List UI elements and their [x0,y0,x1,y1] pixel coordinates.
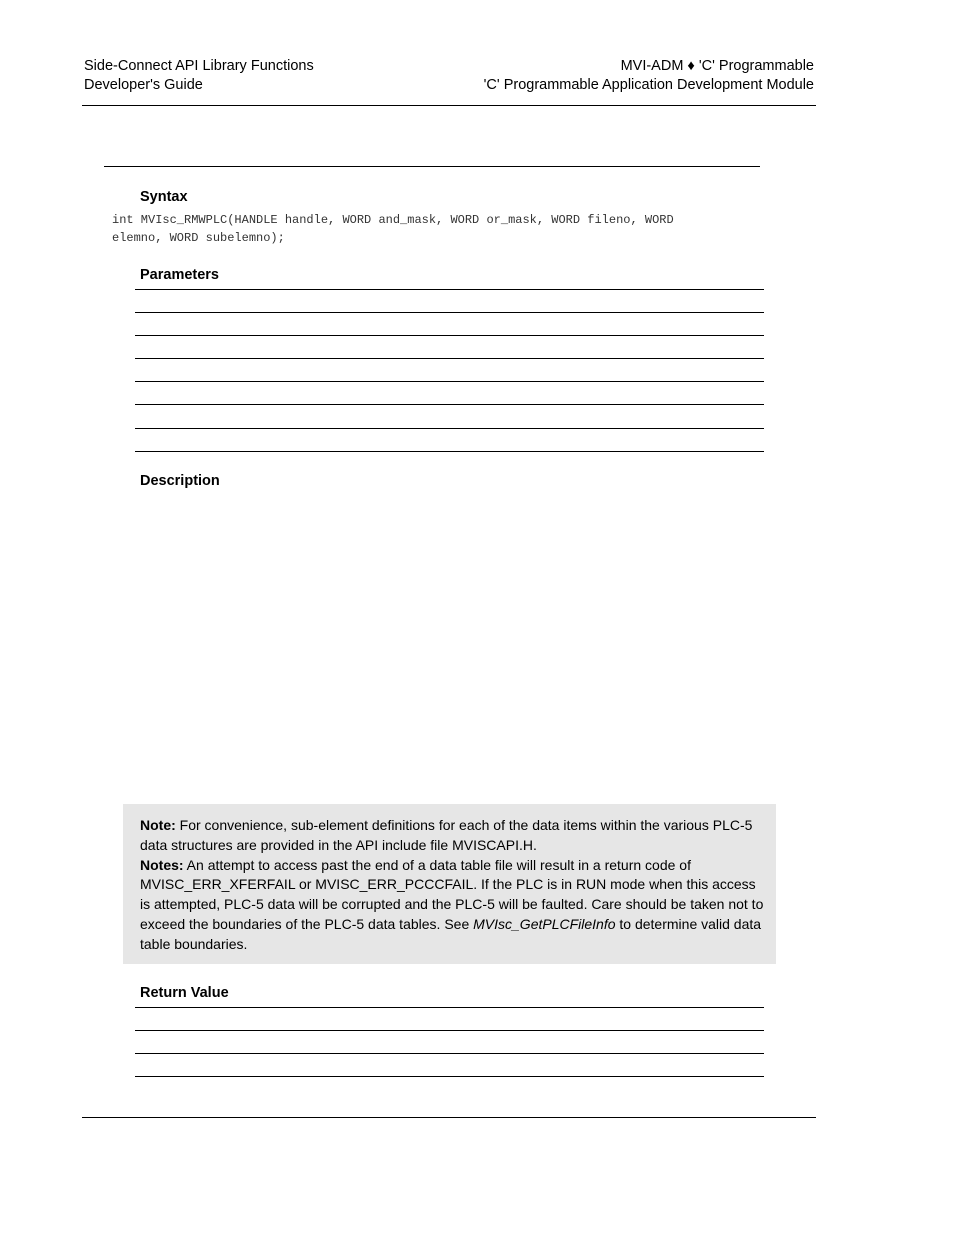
parameters-table-rule [135,312,764,313]
syntax-heading: Syntax [140,189,188,205]
syntax-code-block [112,211,792,247]
description-heading: Description [140,473,220,489]
header-section-title: Side-Connect API Library Functions [84,58,314,74]
return-value-table-rule [135,1053,764,1054]
note-paragraph [140,816,765,856]
footer-divider [82,1117,816,1118]
header-document-title: Developer's Guide [84,77,203,93]
return-value-table-rule [135,1076,764,1077]
return-value-table-rule [135,1007,764,1008]
note-body: For convenience, sub-element definitions for each of the data items within the various PLC-5 data structures are provided in the API include file MVISCAPI.H. [140,817,753,853]
syntax-code-line: elemno, WORD subelemno); [112,231,285,245]
note-box [123,804,776,964]
parameters-table-rule [135,381,764,382]
syntax-code-line: int MVIsc_RMWPLC(HANDLE handle, WORD and_mask, WORD or_mask, WORD fileno, WORD [112,213,674,227]
notes-body-end: to determine valid data table boundaries. [140,915,762,952]
parameters-table-rule [135,358,764,359]
note-label: Note: [140,817,176,833]
header-product-name: MVI-ADM ♦ 'C' Programmable [620,58,814,74]
notes-label: Notes: [140,856,184,873]
return-value-table-rule [135,1030,764,1031]
parameters-table-rule [135,451,764,452]
page-header-right [484,57,814,95]
return-value-heading: Return Value [140,985,229,1001]
header-product-description: 'C' Programmable Application Development Module [483,77,814,93]
notes-paragraph [140,856,765,955]
header-divider [82,105,816,106]
notes-body: An attempt to access past the end of a data table file will result in a return code of MVISC_ERR_XFERFAIL or MVISC_ERR_PCCCFAIL. If the PLC is in RUN mode when this access is attempted, PLC-5 data will be corrupted and the PLC-5 will be faulted. Care should be taken not to exceed the boundaries of the PLC-5 data tables. See [140,856,764,932]
function-reference: MVIsc_GetPLCFileInfo [473,915,616,932]
parameters-table-rule [135,335,764,336]
parameters-table-rule [135,404,764,405]
function-title-divider [104,166,760,167]
page-header-left [84,57,314,95]
parameters-heading: Parameters [140,267,219,283]
parameters-table-rule [135,428,764,429]
parameters-table-rule [135,289,764,290]
note-text [140,816,765,955]
